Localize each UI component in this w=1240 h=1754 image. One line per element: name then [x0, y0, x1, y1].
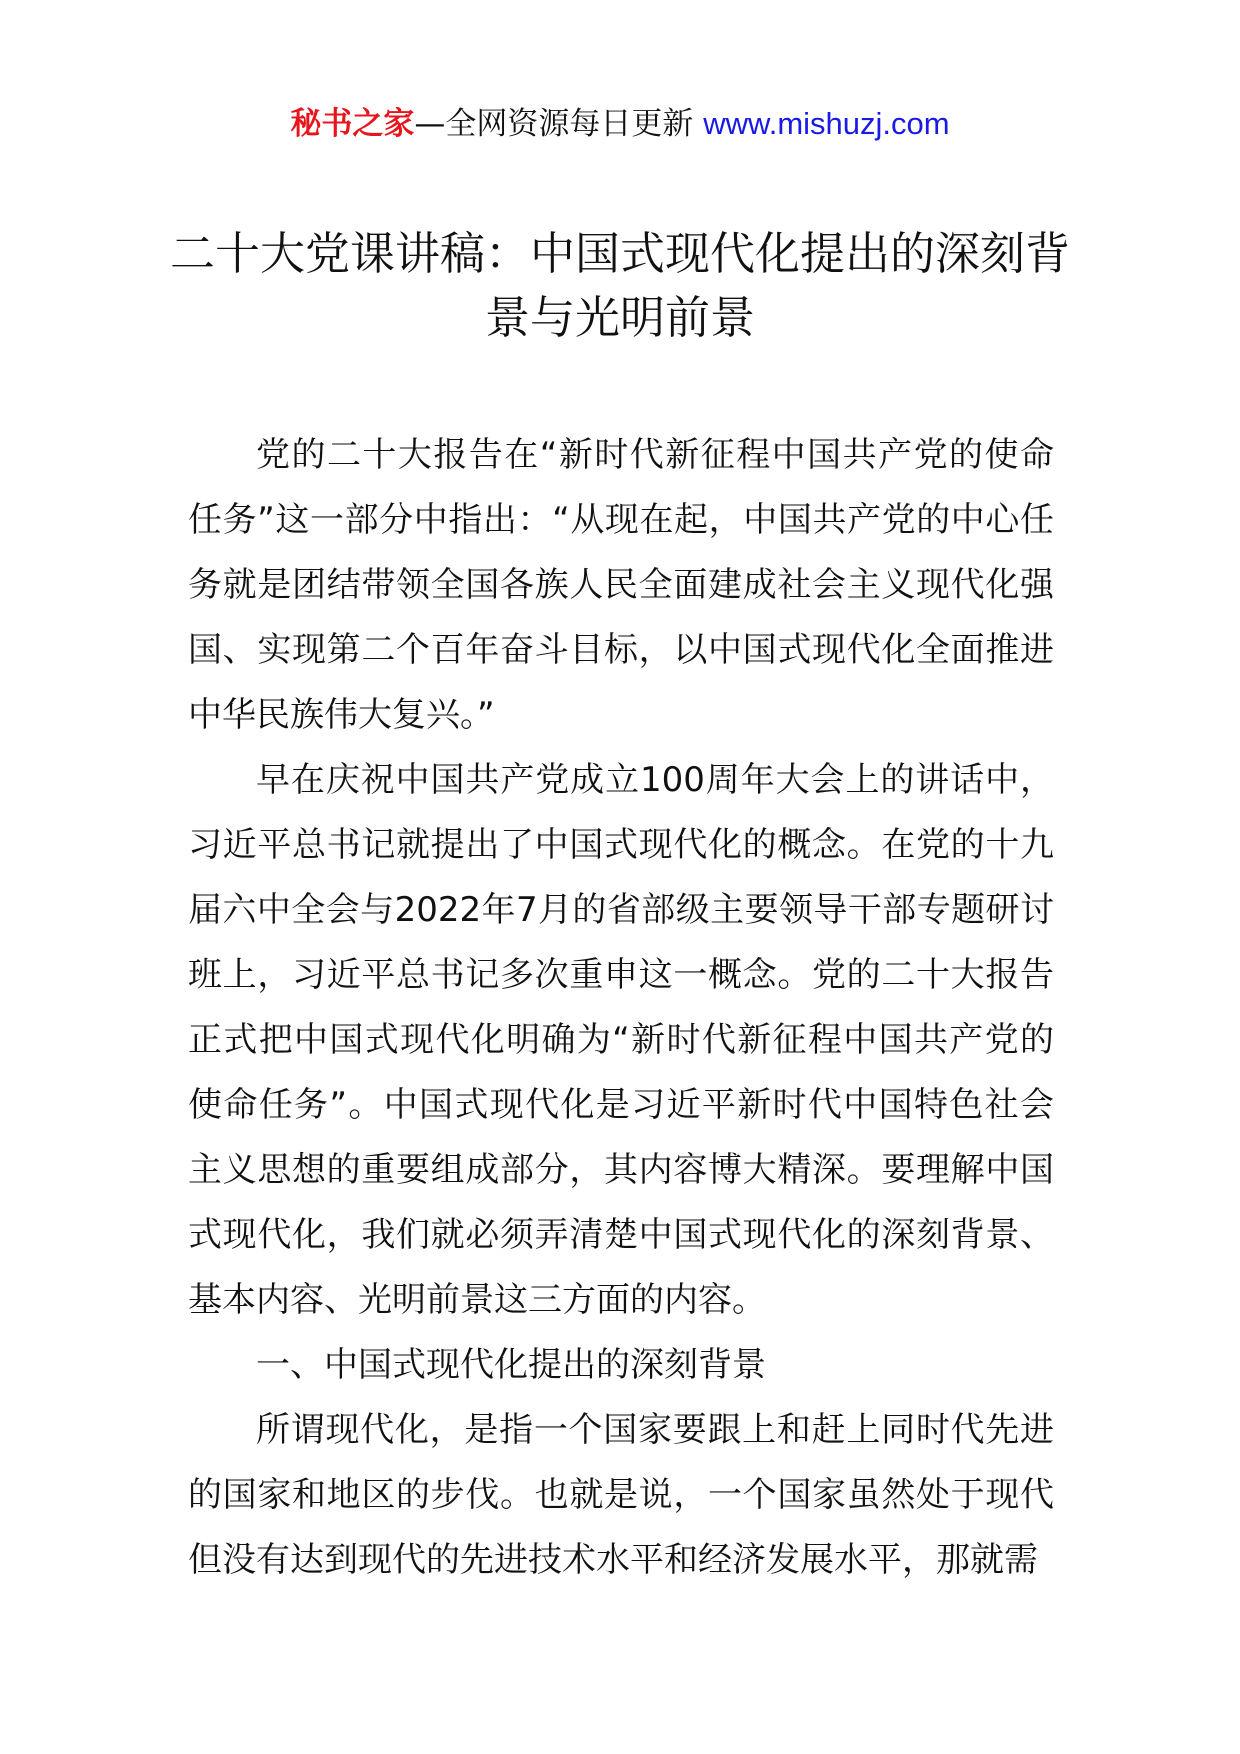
section-paragraph: 所谓现代化，是指一个国家要跟上和赶上同时代先进的国家和地区的步伐。也就是说，一个国家虽然处于现代但没有达到现代的先进技术水平和经济发展水平，那就需 [188, 1410, 1054, 1580]
site-header [0, 100, 1240, 148]
site-brand: 秘书之家 [290, 106, 415, 142]
body-paragraph-1: 党的二十大报告在“新时代新征程中国共产党的使命任务”这一部分中指出：“从现在起，中国共产党的中心任务就是团结带领全国各族人民全面建成社会主义现代化强国、实现第二个百年奋斗目标，以中国式现代化全面推进中华民族伟大复兴。” [188, 435, 1054, 735]
body-paragraph-2: 早在庆祝中国共产党成立100周年大会上的讲话中，习近平总书记就提出了中国式现代化的概念。在党的十九届六中全会与2022年7月的省部级主要领导干部专题研讨班上，习近平总书记多次重申这一概念。党的二十大报告正式把中国式现代化明确为“新时代新征程中国共产党的使命任务”。中国式现代化是习近平新时代中国特色社会主义思想的重要组成部分，其内容博大精深。要理解中国式现代化，我们就必须弄清楚中国式现代化的深刻背景、基本内容、光明前景这三方面的内容。 [188, 760, 1054, 1320]
document-title: 二十大党课讲稿：中国式现代化提出的深刻背景与光明前景 [169, 227, 1070, 344]
document-body [188, 423, 1054, 1593]
site-tagline: —全网资源每日更新 [414, 106, 704, 142]
section-heading: 一、中国式现代化提出的深刻背景 [256, 1345, 766, 1385]
site-url-link[interactable]: www.mishuzj.com [703, 106, 950, 141]
